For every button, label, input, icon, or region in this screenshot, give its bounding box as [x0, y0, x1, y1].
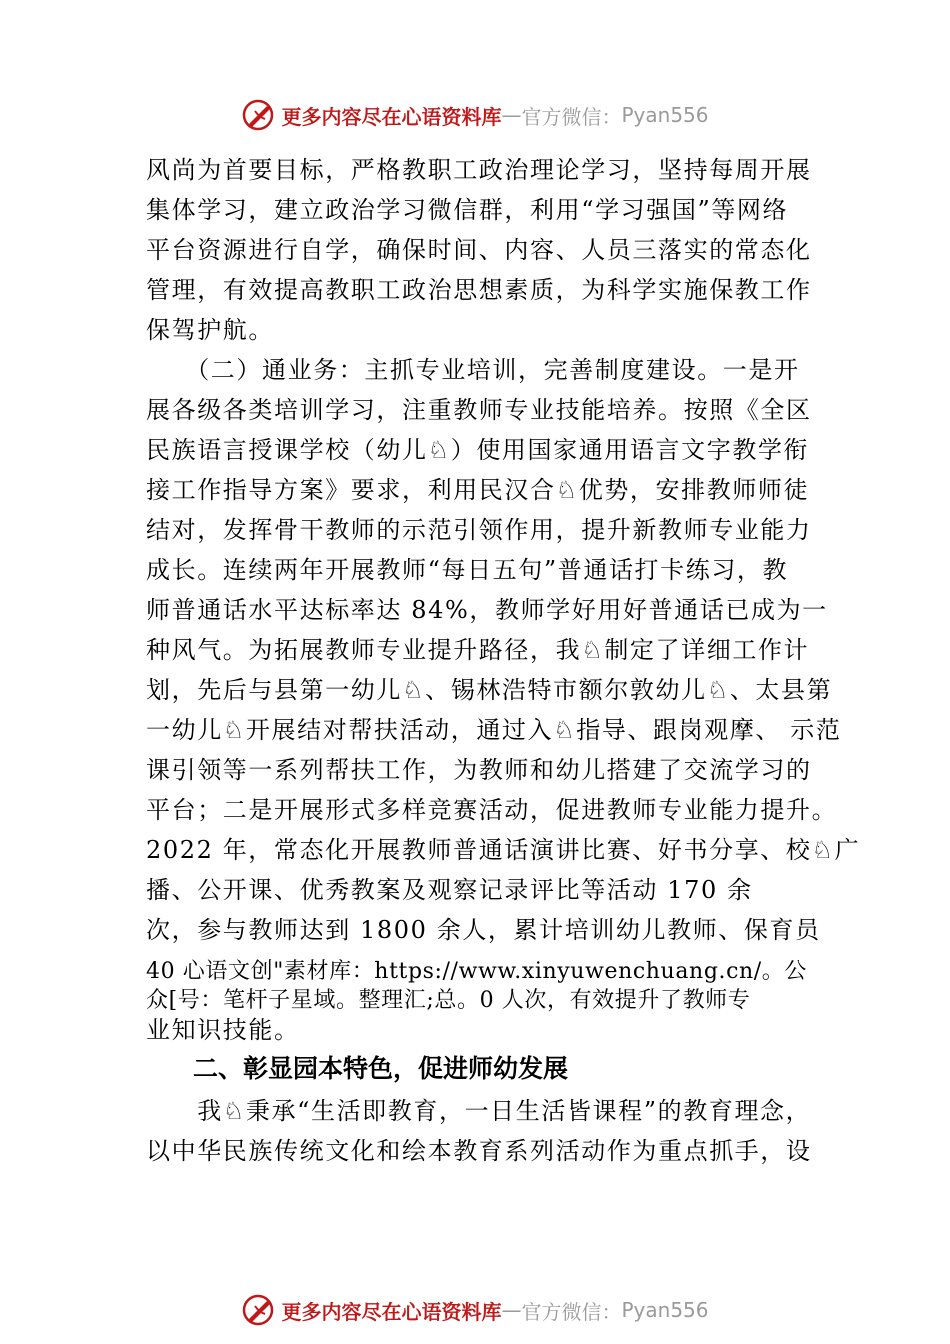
paragraph-line: 接工作指导方案》要求，利用民汉合♘优势，安排教师师徒	[146, 476, 810, 504]
banner-wechat-id: Pyan556	[621, 103, 709, 127]
paragraph-line: 2022 年，常态化开展教师普通话演讲比赛、好书分享、校♘广	[146, 836, 861, 864]
paragraph-line: 划，先后与县第一幼儿♘、锡林浩特市额尔敦幼儿♘、太县第	[146, 676, 833, 704]
paragraph-line: 40 心语文创"素材库：https://www.xinyuwenchuang.cn/。公	[146, 959, 807, 984]
paragraph-line: 业知识技能。	[146, 1016, 300, 1044]
paragraph-line: （二）通业务：主抓专业培训，完善制度建设。一是开	[146, 356, 800, 384]
pen-logo-icon	[241, 1292, 277, 1328]
banner-wechat-id: Pyan556	[621, 1298, 709, 1322]
banner-separator: —	[501, 1298, 522, 1322]
paragraph-line: 结对，发挥骨干教师的示范引领作用，提升新教师专业能力	[146, 516, 812, 544]
banner-wechat-label: 官方微信：	[521, 1299, 622, 1324]
paragraph-line: 展各级各类培训学习，注重教师专业技能培养。按照《全区	[146, 396, 812, 424]
paragraph-line: 民族语言授课学校（幼儿♘）使用国家通用语言文字教学衔	[146, 436, 810, 464]
banner-brand: 更多内容尽在心语资料库	[281, 1299, 502, 1324]
banner-wechat-label: 官方微信：	[521, 104, 622, 129]
paragraph-line: 我♘秉承“生活即教育，一日生活皆课程”的教育理念，	[146, 1097, 812, 1125]
banner-separator: —	[501, 103, 522, 127]
paragraph-line: 一幼儿♘开展结对帮扶活动，通过入♘指导、跟岗观摩、 示范	[146, 716, 842, 744]
pen-logo-icon	[241, 97, 277, 133]
paragraph-line: 播、公开课、优秀教案及观察记录评比等活动 170 余	[146, 876, 753, 904]
paragraph-line: 管理，有效提高教职工政治思想素质，为科学实施保教工作	[146, 276, 812, 304]
paragraph-line: 种风气。为拓展教师专业提升路径，我♘制定了详细工作计	[146, 636, 810, 664]
paragraph-line: 平台资源进行自学，确保时间、内容、人员三落实的常态化	[146, 236, 812, 264]
paragraph-line: 集体学习，建立政治学习微信群，利用“学习强国”等网络	[146, 196, 789, 224]
paragraph-line: 次，参与教师达到 1800 余人，累计培训幼儿教师、保育员	[146, 916, 821, 944]
paragraph-line: 众[号：笔杆子星域。整理汇;总。0 人次，有效提升了教师专	[146, 988, 751, 1013]
paragraph-line: 平台；二是开展形式多样竞赛活动，促进教师专业能力提升。	[146, 796, 838, 824]
paragraph-line: 风尚为首要目标，严格教职工政治理论学习，坚持每周开展	[146, 156, 812, 184]
section-heading: 二、彰显园本特色，促进师幼发展	[193, 1054, 569, 1083]
paragraph-line: 课引领等一系列帮扶工作，为教师和幼儿搭建了交流学习的	[146, 756, 812, 784]
paragraph-line: 以中华民族传统文化和绘本教育系列活动作为重点抓手，设	[146, 1137, 812, 1165]
footer-watermark-banner	[0, 1290, 950, 1330]
paragraph-line: 师普通话水平达标率达 84%，教师学好用好普通话已成为一	[146, 596, 828, 624]
paragraph-line: 成长。连续两年开展教师“每日五句”普通话打卡练习，教	[146, 556, 789, 584]
paragraph-line: 保驾护航。	[146, 316, 274, 344]
header-watermark-banner	[0, 95, 950, 135]
banner-brand: 更多内容尽在心语资料库	[281, 104, 502, 129]
